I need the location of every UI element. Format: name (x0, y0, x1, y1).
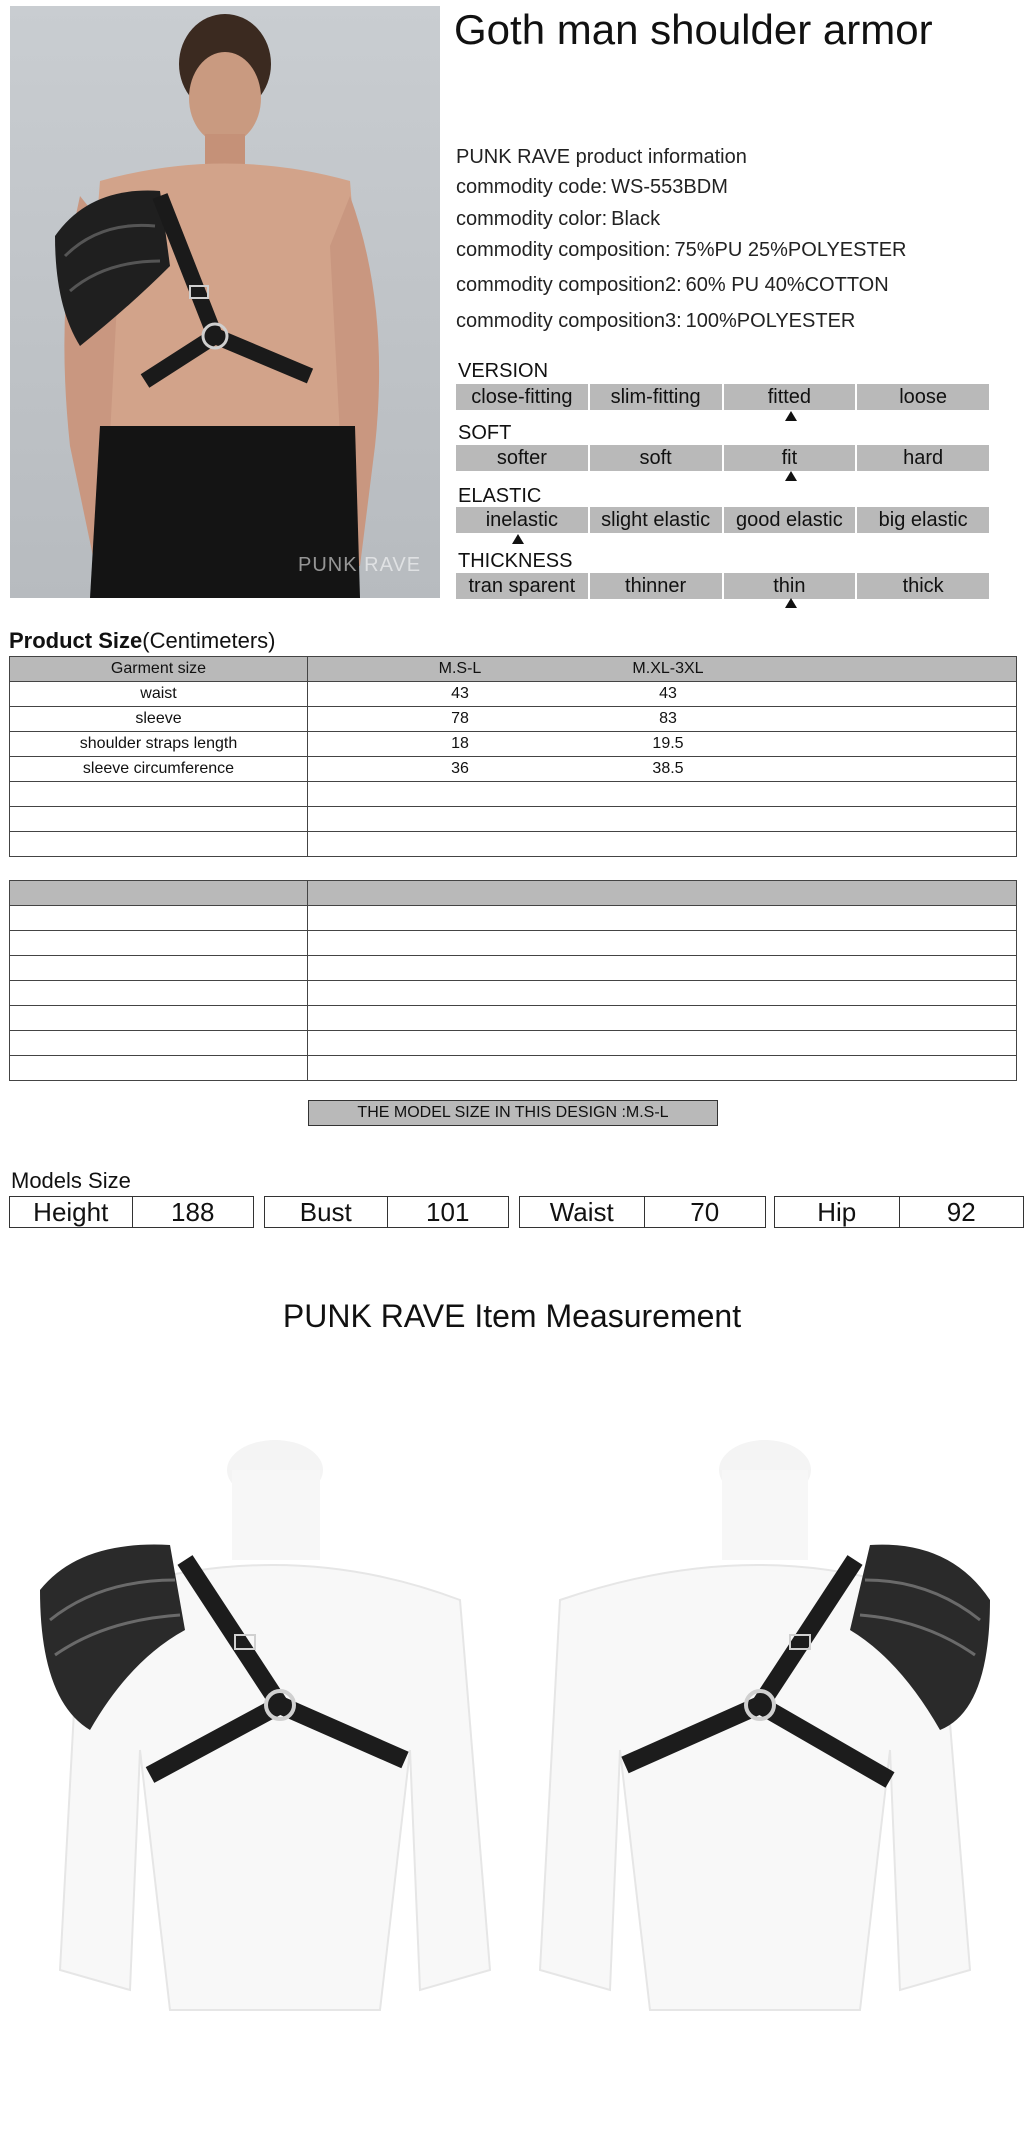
soft-option: soft (590, 445, 722, 471)
info-value: Black (611, 208, 661, 230)
info-label: commodity composition3: (456, 310, 682, 332)
cell-value: 43 (659, 685, 677, 702)
elastic-scale (456, 507, 989, 533)
measure-label: Height (10, 1197, 133, 1227)
elastic-option: slight elastic (590, 507, 722, 533)
models-size-hip (774, 1196, 1024, 1228)
info-label: commodity composition2: (456, 274, 682, 296)
header-cell (10, 881, 308, 906)
watermark: PUNK RAVE (298, 554, 422, 576)
thickness-option: tran sparent (456, 573, 588, 599)
table-row (10, 782, 1017, 807)
back-mannequin-image (520, 1430, 1010, 2020)
table-row (10, 682, 1017, 707)
elastic-option: good elastic (724, 507, 856, 533)
table-row (10, 956, 1017, 981)
cell-value: 36 (451, 760, 469, 777)
cell-value: 43 (451, 685, 469, 702)
version-option: fitted (724, 384, 856, 410)
info-value: 75%PU 25%POLYESTER (674, 239, 907, 261)
row-values (308, 956, 1017, 981)
row-label (10, 981, 308, 1006)
row-values (308, 1006, 1017, 1031)
row-label: waist (10, 682, 308, 707)
table-row (10, 757, 1017, 782)
table-row (10, 1006, 1017, 1031)
info-value: 60% PU 40%COTTON (685, 274, 889, 296)
table-row (10, 807, 1017, 832)
soft-option: hard (857, 445, 989, 471)
row-label: sleeve (10, 707, 308, 732)
table-header-row (10, 657, 1017, 682)
row-label (10, 906, 308, 931)
version-option: slim-fitting (590, 384, 722, 410)
version-selected-marker (785, 411, 797, 421)
cell-value: 18 (451, 735, 469, 752)
product-size-title (9, 628, 276, 654)
measure-label: Waist (520, 1197, 645, 1227)
garment-size-header: Garment size (10, 657, 308, 682)
cell-value: 78 (451, 710, 469, 727)
info-label: commodity composition: (456, 239, 671, 261)
row-values (308, 782, 1017, 807)
row-values (308, 981, 1017, 1006)
size-header: M.XL-3XL (632, 660, 704, 677)
row-label (10, 956, 308, 981)
table-row (10, 707, 1017, 732)
info-value: WS-553BDM (611, 176, 728, 198)
measure-label: Hip (775, 1197, 900, 1227)
elastic-option: big elastic (857, 507, 989, 533)
models-size-waist (519, 1196, 766, 1228)
version-option: loose (857, 384, 989, 410)
row-values (308, 807, 1017, 832)
models-size-title: Models Size (11, 1168, 131, 1193)
table-row (10, 906, 1017, 931)
row-values (308, 732, 1017, 757)
measure-label: Bust (265, 1197, 388, 1227)
row-label (10, 832, 308, 857)
size-header: M.S-L (438, 660, 482, 677)
info-label: commodity color: (456, 208, 608, 230)
table-row (10, 832, 1017, 857)
table-row (10, 1056, 1017, 1081)
product-photo (10, 6, 440, 598)
row-label (10, 1006, 308, 1031)
product-size-table (9, 656, 1017, 857)
measure-value: 92 (946, 1196, 976, 1227)
thickness-selected-marker (785, 598, 797, 608)
elastic-heading: ELASTIC (458, 485, 542, 507)
row-values (308, 1031, 1017, 1056)
info-composition3 (456, 310, 855, 333)
thickness-scale (456, 573, 989, 599)
row-label (10, 1056, 308, 1081)
info-color (456, 208, 660, 231)
cell-value: 19.5 (652, 735, 684, 752)
secondary-size-table (9, 880, 1017, 1081)
measure-value: 70 (690, 1196, 720, 1227)
soft-selected-marker (785, 471, 797, 481)
row-values (308, 757, 1017, 782)
row-label (10, 807, 308, 832)
soft-heading: SOFT (458, 422, 512, 444)
soft-option: softer (456, 445, 588, 471)
elastic-selected-marker (512, 534, 524, 544)
row-values (308, 682, 1017, 707)
models-size-height (9, 1196, 254, 1228)
row-label (10, 931, 308, 956)
elastic-option: inelastic (456, 507, 588, 533)
product-title: Goth man shoulder armor (454, 6, 933, 53)
row-values (308, 707, 1017, 732)
info-label: commodity code: (456, 176, 608, 198)
version-heading: VERSION (458, 360, 549, 382)
row-label (10, 1031, 308, 1056)
header-cell (308, 881, 1017, 906)
info-composition (456, 239, 906, 262)
measure-value: 101 (426, 1196, 470, 1227)
table-row (10, 981, 1017, 1006)
table-row (10, 732, 1017, 757)
front-mannequin-image (20, 1430, 510, 2020)
table-row (10, 931, 1017, 956)
table-header-row (10, 881, 1017, 906)
product-size-heading: Product Size (9, 628, 143, 653)
thickness-option: thick (857, 573, 989, 599)
models-size-bust (264, 1196, 509, 1228)
row-label: sleeve circumference (10, 757, 308, 782)
info-composition2 (456, 274, 889, 297)
info-value: 100%POLYESTER (685, 310, 856, 332)
row-label: shoulder straps length (10, 732, 308, 757)
info-heading: PUNK RAVE product information (456, 146, 747, 168)
soft-scale (456, 445, 989, 471)
version-scale (456, 384, 989, 410)
size-headers (308, 657, 1017, 682)
model-illustration (10, 6, 440, 598)
thickness-heading: THICKNESS (458, 550, 573, 572)
measurement-title: PUNK RAVE Item Measurement (282, 1298, 742, 1334)
row-label (10, 782, 308, 807)
row-values (308, 931, 1017, 956)
version-option: close-fitting (456, 384, 588, 410)
model-size-note: THE MODEL SIZE IN THIS DESIGN :M.S-L (308, 1100, 718, 1126)
thickness-option: thinner (590, 573, 722, 599)
cell-value: 38.5 (652, 760, 684, 777)
row-values (308, 832, 1017, 857)
measure-value: 188 (171, 1196, 215, 1227)
info-code (456, 176, 728, 199)
row-values (308, 1056, 1017, 1081)
thickness-option: thin (724, 573, 856, 599)
cell-value: 83 (659, 710, 677, 727)
table-row (10, 1031, 1017, 1056)
product-size-unit: (Centimeters) (142, 628, 276, 653)
soft-option: fit (724, 445, 856, 471)
row-values (308, 906, 1017, 931)
